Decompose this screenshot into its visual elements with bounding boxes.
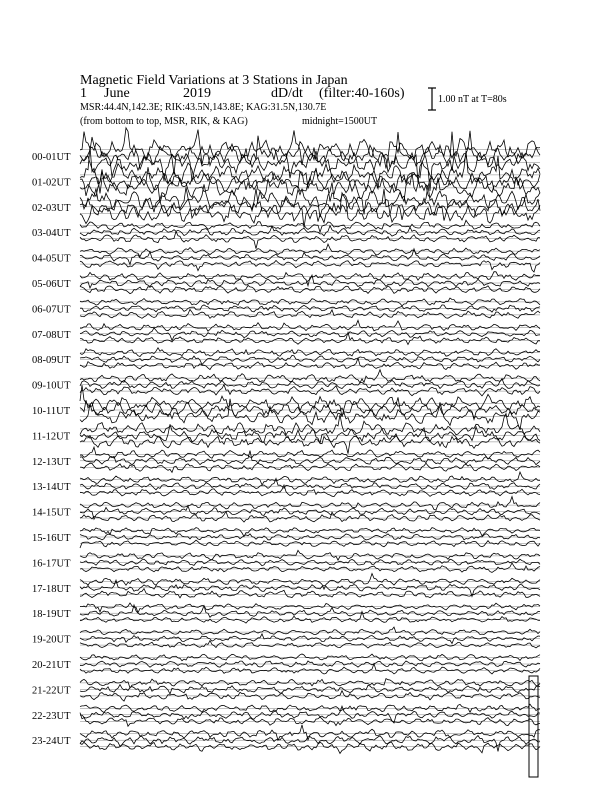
chart-title: Magnetic Field Variations at 3 Stations in Japan [80,73,348,88]
row-label: 10-11UT [32,406,71,417]
trace-kag [80,320,540,331]
bottom-scale-box [529,676,538,777]
row-label: 19-20UT [32,634,71,646]
trace-kag [80,497,540,510]
row-label: 09-10UT [32,380,71,392]
trace-rik [80,226,540,237]
trace-rik [80,397,540,419]
row-label: 20-21UT [32,660,71,671]
row-label: 08-09UT [32,355,71,367]
row-label: 00-01UT [32,152,71,163]
trace-kag [80,603,540,613]
row-label: 13-14UT [32,482,71,494]
trace-kag [80,370,540,383]
row-labels [32,152,71,747]
trace-rik [80,355,540,364]
trace-kag [80,550,540,560]
trace-msr [80,563,540,572]
trace-rik [80,534,540,540]
row-label: 07-08UT [32,329,71,341]
trace-kag [80,679,540,688]
row-label: 17-18UT [32,583,71,595]
row-label: 11-12UT [32,431,71,443]
trace-rik [80,187,540,228]
trace-msr [80,664,540,674]
trace-msr [80,641,540,648]
trace-msr [80,463,540,472]
trace-kag [80,414,540,435]
trace-kag [80,182,540,217]
row-label: 18-19UT [32,609,71,621]
row-label: 04-05UT [32,253,71,265]
trace-kag [80,725,540,741]
row-label: 02-03UT [32,202,71,214]
trace-rik [80,167,540,196]
row-label: 21-22UT [32,685,71,697]
row-label: 05-06UT [32,279,71,290]
row-label: 16-17UT [32,558,71,570]
trace-msr [80,309,540,318]
trace-kag [80,272,540,286]
stations-label: MSR:44.4N,142.3E; RIK:43.5N,143.8E; KAG:31.5N,130.7E [80,102,327,113]
trace-msr [80,261,540,273]
traces [80,128,540,754]
row-label: 01-02UT [32,177,71,189]
row-label: 12-13UT [32,456,71,468]
trace-kag [80,447,540,459]
trace-rik [80,506,540,519]
trace-msr [80,540,540,548]
trace-rik [80,580,540,596]
trace-kag [80,348,540,357]
trace-kag [80,128,540,175]
trace-rik [80,736,540,752]
scale-label: 1.00 nT at T=80s [438,94,507,105]
date-year: 2019 [183,86,211,101]
trace-msr [80,231,540,248]
row-label: 15-16UT [32,533,71,544]
trace-msr [80,385,540,396]
row-label: 03-04UT [32,228,71,240]
trace-msr [80,511,540,522]
trace-msr [80,742,540,754]
date-month: June [104,86,130,101]
row-label: 23-24UT [32,736,71,748]
trace-kag [80,654,540,661]
date-day: 1 [80,86,87,101]
row-label: 06-07UT [32,304,71,316]
trace-kag [80,627,540,635]
row-label: 22-23UT [32,710,71,722]
row-label: 14-15UT [32,507,71,519]
trace-msr [80,485,540,497]
order-label: (from bottom to top, MSR, RIK, & KAG) [80,116,248,127]
midnight-label: midnight=1500UT [302,116,378,127]
filter-label: (filter:40-160s) [319,86,405,101]
quantity-label: dD/dt [271,86,303,101]
scale-bar [428,88,436,110]
